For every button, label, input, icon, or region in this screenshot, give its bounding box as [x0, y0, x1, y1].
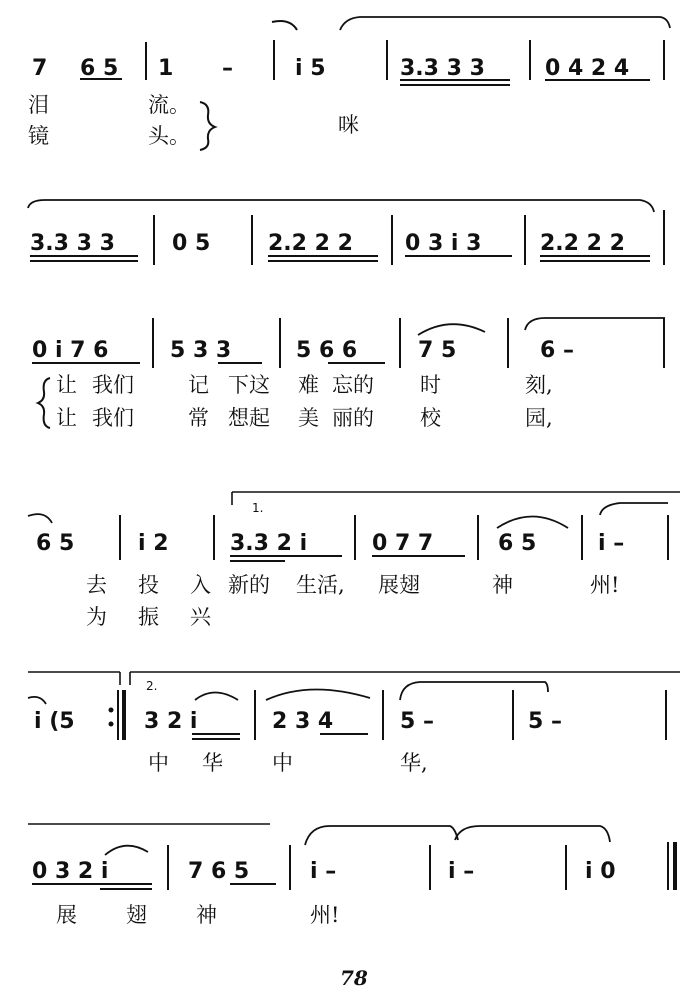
lyric: 难	[298, 373, 319, 397]
lyric: 想起	[228, 406, 270, 430]
note: i 5	[295, 56, 326, 81]
note: i 0	[585, 859, 616, 884]
lyric: 翅	[126, 903, 147, 927]
lyric: 新的	[228, 573, 270, 597]
lyric: 常	[188, 406, 209, 430]
note: 7 5	[418, 338, 457, 363]
lyric: 振	[138, 605, 159, 629]
note: 5 –	[400, 709, 434, 734]
lyric: 我们	[92, 406, 134, 430]
lyric: 刻,	[525, 373, 553, 397]
lyric: 展	[56, 903, 77, 927]
lyric: 兴	[190, 605, 211, 629]
note: 6 5	[80, 56, 119, 81]
note: 5 3 3	[170, 338, 232, 363]
lyric: 记	[188, 373, 209, 397]
note: 5 6 6	[296, 338, 358, 363]
lyric: 美	[298, 406, 319, 430]
lyric: 园,	[525, 406, 553, 430]
note: 0 i 7 6	[32, 338, 109, 363]
lyric: 中	[272, 751, 293, 775]
lyric: 让	[56, 406, 77, 430]
lyric: 展翅	[378, 573, 420, 597]
lyric: 为	[86, 605, 107, 629]
lyric: 我们	[92, 373, 134, 397]
note: 5 –	[528, 709, 562, 734]
note: 2.2 2 2	[540, 231, 625, 256]
lyric: 中	[148, 751, 169, 775]
lyric: 时	[420, 373, 441, 397]
note: –	[222, 56, 233, 81]
lyric: 流。	[148, 93, 190, 117]
note: i –	[448, 859, 475, 884]
lyric: 华	[202, 751, 223, 775]
lyric: 头。	[148, 124, 190, 148]
system-4	[28, 492, 680, 629]
note: 2 3 4	[272, 709, 334, 734]
lyric: 忘的	[332, 373, 374, 397]
note: 0 3 2 i	[32, 859, 109, 884]
lyric: 华,	[400, 751, 428, 775]
system-1	[28, 17, 670, 150]
note: 3.3 3 3	[30, 231, 115, 256]
system-3	[32, 318, 665, 430]
page-number: 78	[340, 966, 368, 990]
lyric: 入	[190, 573, 211, 597]
lyric: 神	[492, 573, 513, 597]
lyric: 下这	[228, 373, 270, 397]
note: i (5	[34, 709, 75, 734]
lyric: 泪	[28, 93, 49, 117]
note: 1	[158, 56, 174, 81]
note: 3.3 2 i	[230, 531, 308, 556]
lyric: 州!	[310, 903, 340, 927]
note: 7 6 5	[188, 859, 250, 884]
note: i –	[310, 859, 337, 884]
lyric: 生活,	[296, 573, 345, 597]
lyric: 校	[420, 406, 441, 430]
system-2	[28, 200, 664, 265]
note: 2.2 2 2	[268, 231, 353, 256]
note: 6 5	[36, 531, 75, 556]
system-6	[28, 824, 675, 927]
note: 3.3 3 3	[400, 56, 485, 81]
note: i –	[598, 531, 625, 556]
lyric: 神	[196, 903, 217, 927]
note: 0 3 i 3	[405, 231, 482, 256]
volta-1: 1.	[252, 501, 264, 515]
note: 7	[32, 56, 48, 81]
lyric: 去	[86, 573, 107, 597]
volta-2: 2.	[146, 679, 158, 693]
lyric: 州!	[590, 573, 620, 597]
note: 6 5	[498, 531, 537, 556]
lyric: 丽的	[332, 406, 374, 430]
lyric: 让	[56, 373, 77, 397]
note: 0 7 7	[372, 531, 434, 556]
note: 3 2 i	[144, 709, 198, 734]
lyric: 咪	[338, 113, 359, 137]
lyric: 投	[138, 573, 159, 597]
note: 0 5	[172, 231, 211, 256]
lyric: 镜	[28, 124, 49, 148]
note: 0 4 2 4	[545, 56, 630, 81]
system-5	[28, 672, 680, 775]
note: 6 –	[540, 338, 574, 363]
note: i 2	[138, 531, 169, 556]
